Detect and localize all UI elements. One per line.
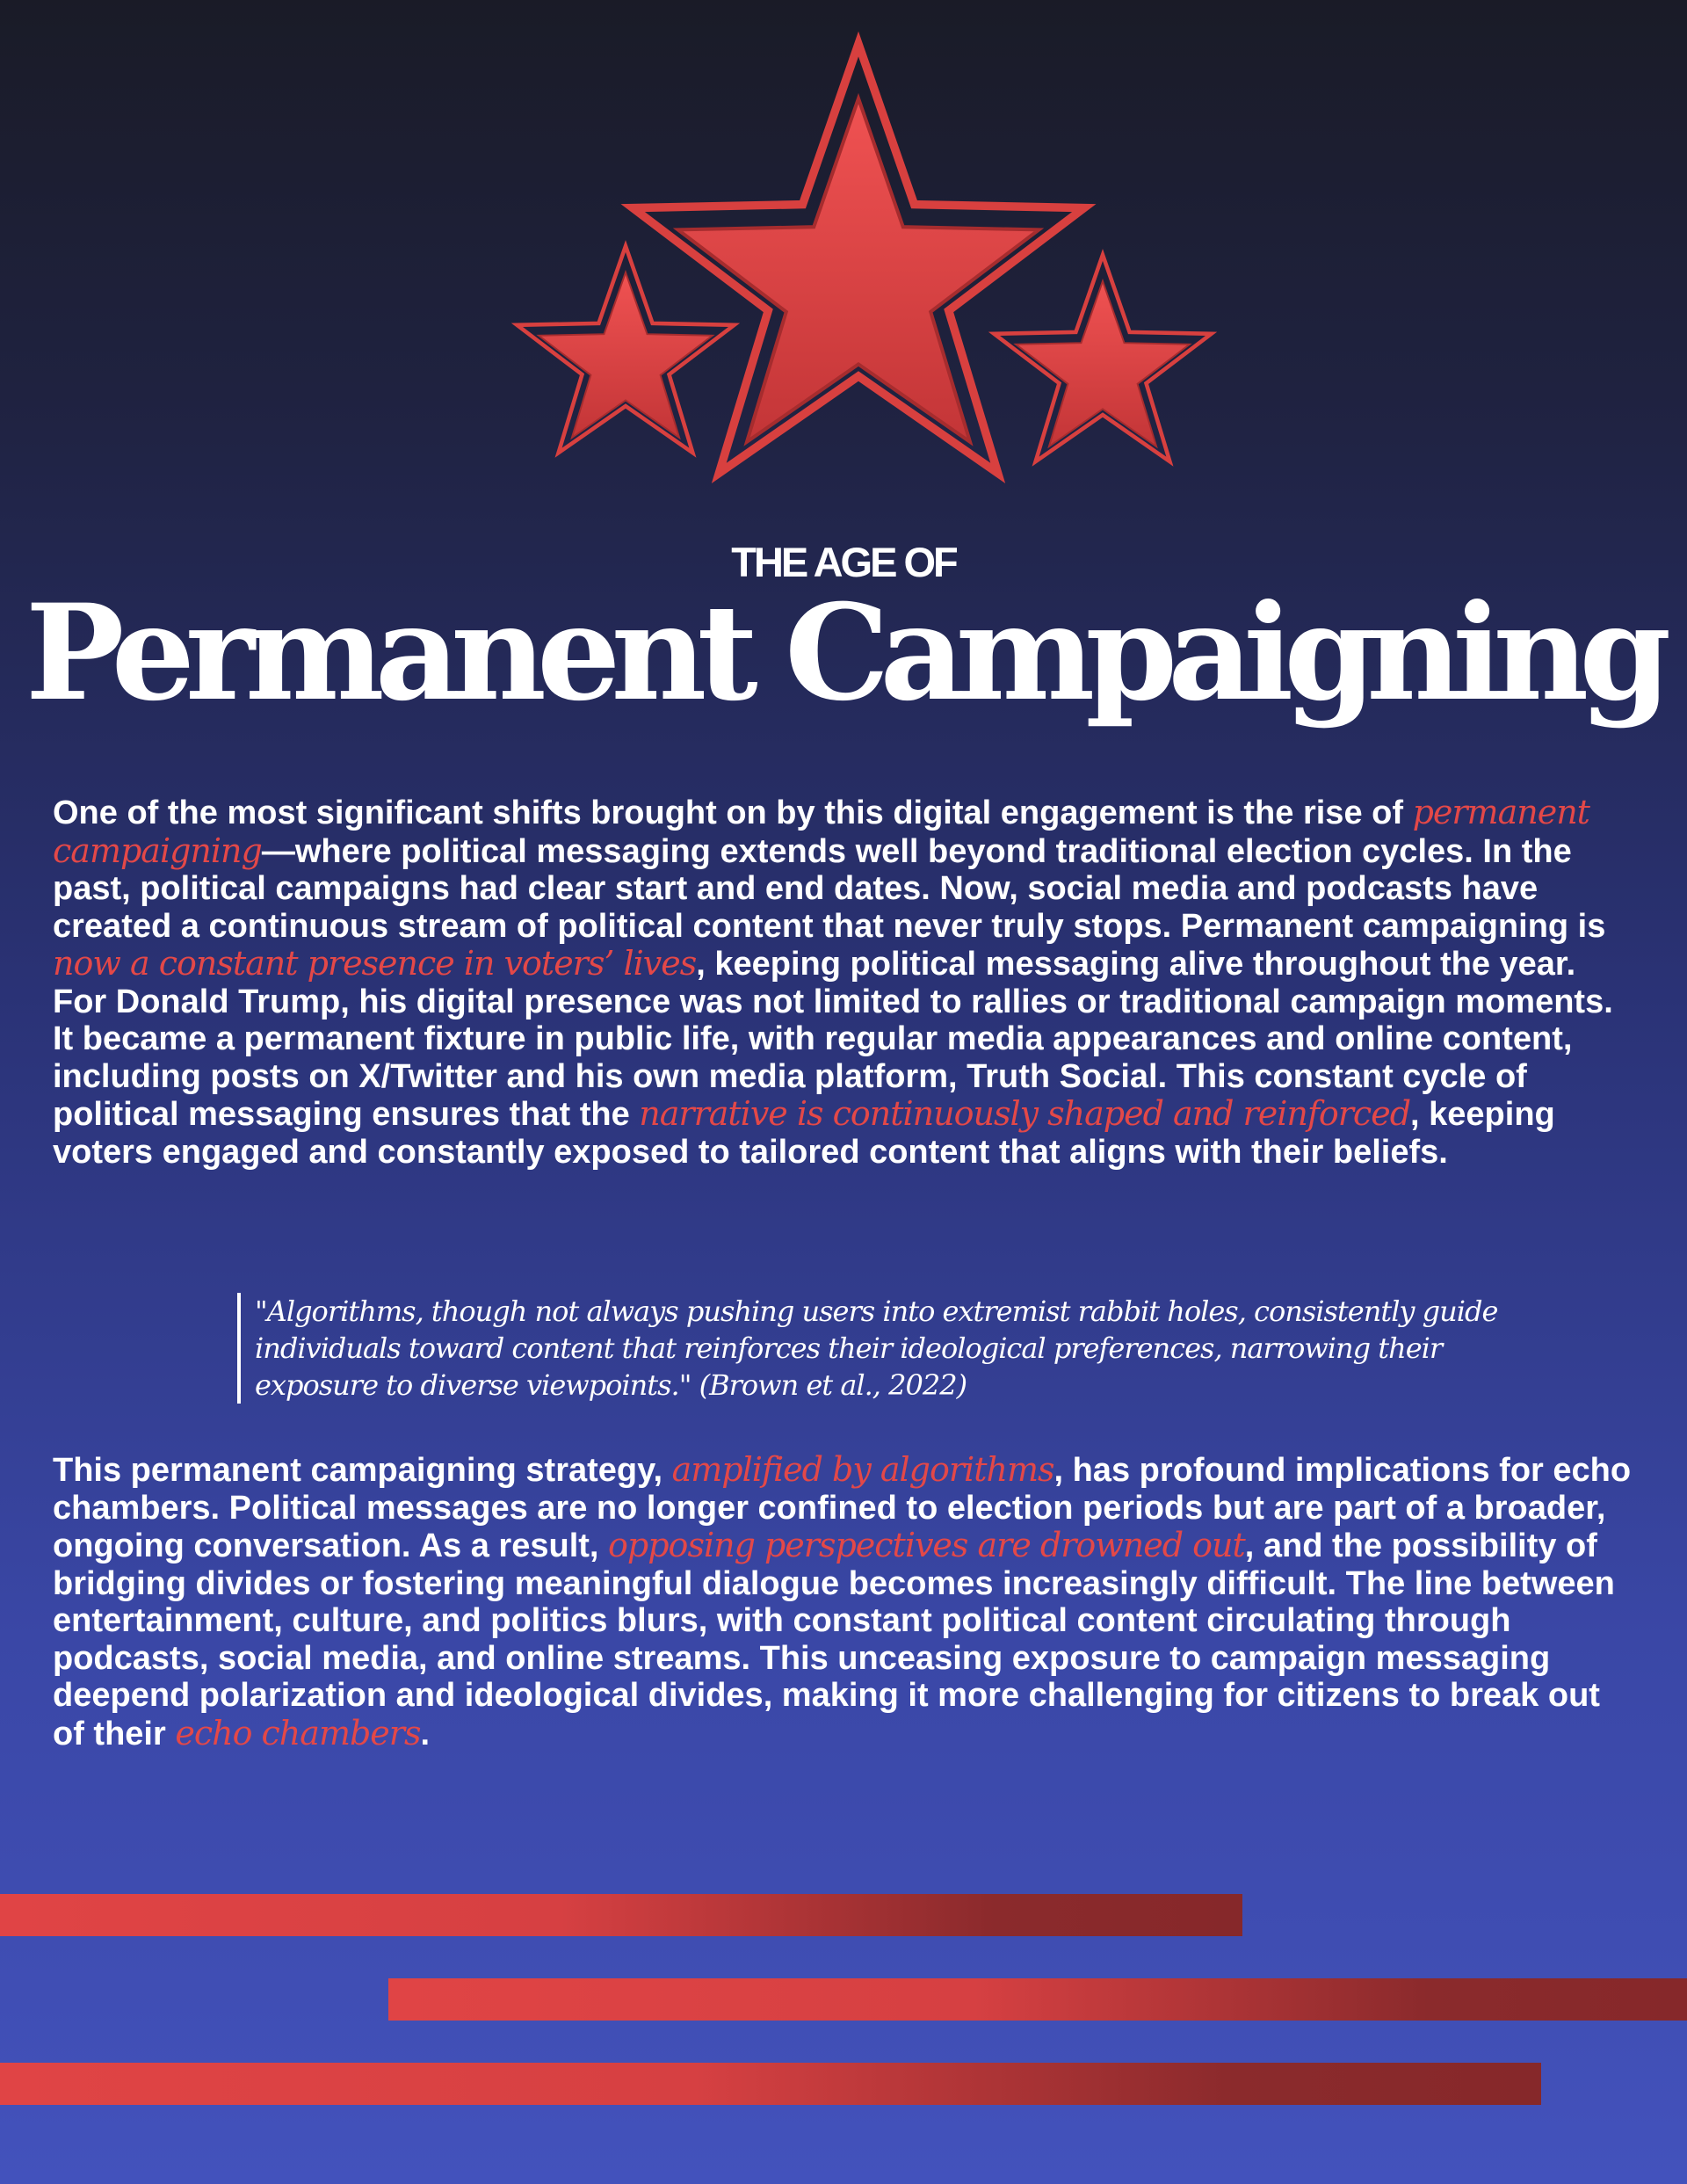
paragraph-2-highlight-1: amplified by algorithms: [671, 1450, 1054, 1489]
paragraph-1-highlight-2: now a constant presence in voters’ lives: [53, 944, 697, 983]
paragraph-1-highlight-3: narrative is continuously shaped and reinforced: [639, 1094, 1411, 1133]
title-kicker: THE AGE OF: [731, 539, 956, 585]
paragraph-2-text-4: .: [420, 1715, 431, 1752]
paragraph-1-text-1: One of the most significant shifts brought on by this digital engagement is the rise of: [53, 795, 1413, 831]
star-right-icon: [994, 255, 1211, 461]
stars-decoration: [0, 0, 1687, 527]
paragraph-1: [53, 794, 1634, 1171]
pull-quote: "Algorithms, though not always pushing users into extremist rabbit holes, consistently guide individuals toward content that reinforces their ideological preferences, narrowing their exposure to diverse viewpoints." (Brown et al., 2022): [237, 1293, 1538, 1404]
paragraph-2-highlight-3: echo chambers: [175, 1713, 421, 1752]
paragraph-2-text-3: , and the possibility of bridging divides or fostering meaningful dialogue becomes increasingly difficult. The line between entertainment, culture, and politics blurs, with constant political content circulating through podcasts, social media, and online streams. This unceasing exposure to campaign messaging deepend polarization and ideological divides, making it more challenging for citizens to break out of their: [53, 1527, 1615, 1752]
paragraph-1-text-4: , keeping voters engaged and constantly exposed to tailored content that aligns with their beliefs.: [53, 1096, 1555, 1171]
paragraph-1-text-2: —where political messaging extends well beyond traditional election cycles. In the past, political campaigns had clear start and end dates. Now, social media and podcasts have created a continuous stream of political content that never truly stops. Permanent campaigning is: [53, 832, 1606, 945]
paragraph-1-highlight-1: permanent campaigning: [53, 793, 1589, 870]
paragraph-2-text-2: , has profound implications for echo chambers. Political messages are no longer confined to election periods but are part of a broader, ongoing conversation. As a result,: [53, 1452, 1632, 1564]
star-left-icon: [517, 246, 734, 453]
paragraph-2-highlight-2: opposing perspectives are drowned out: [608, 1526, 1245, 1564]
stripe-3: [0, 2063, 1541, 2105]
paragraph-1-text-3: , keeping political messaging alive throughout the year. For Donald Trump, his digital presence was not limited to rallies or traditional campaign moments. It became a permanent fixture in public life, with regular media appearances and online content, including posts on X/Twitter and his own media platform, Truth Social. This constant cycle of political messaging ensures that the: [53, 946, 1613, 1133]
page-title: Permanent Campaigning: [25, 576, 1662, 730]
star-center-icon: [633, 44, 1084, 473]
paragraph-2: [53, 1451, 1634, 1752]
paragraph-2-text-1: This permanent campaigning strategy,: [53, 1452, 672, 1489]
stripe-1: [0, 1894, 1242, 1936]
stripe-2: [388, 1978, 1687, 2021]
